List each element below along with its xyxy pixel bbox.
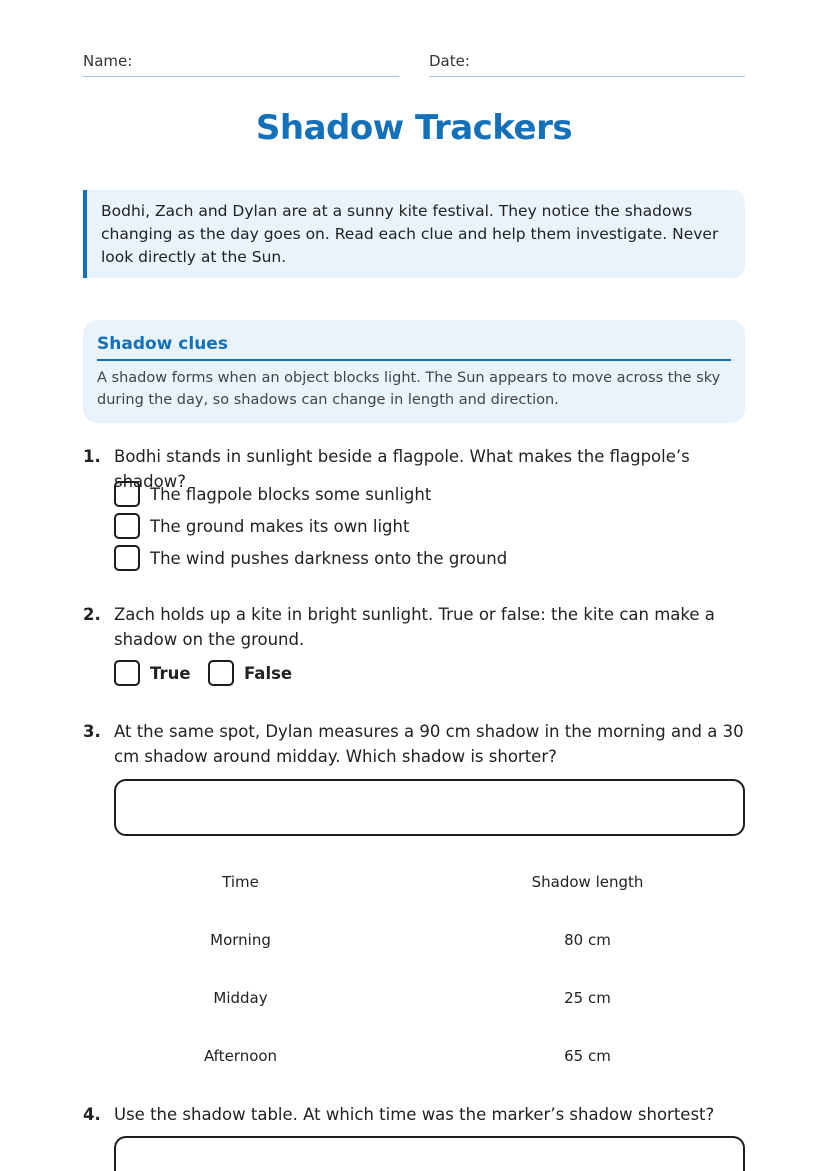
table-header-length: Shadow length bbox=[531, 873, 644, 891]
table-cell-time: Morning bbox=[210, 931, 271, 949]
date-field[interactable] bbox=[429, 52, 470, 70]
option-label: The ground makes its own light bbox=[150, 516, 410, 536]
table-cell-length: 65 cm bbox=[564, 1047, 611, 1065]
checkbox[interactable] bbox=[114, 545, 140, 571]
question-number: 2. bbox=[83, 605, 101, 624]
table-cell-length: 25 cm bbox=[564, 989, 611, 1007]
shadow-clues-panel bbox=[83, 320, 745, 423]
clues-title: Shadow clues bbox=[97, 334, 731, 361]
q1-option-1[interactable] bbox=[114, 481, 431, 507]
q4-answer-box[interactable] bbox=[114, 1136, 745, 1171]
checkbox[interactable] bbox=[208, 660, 234, 686]
shadow-table bbox=[114, 853, 745, 1085]
question-text: Use the shadow table. At which time was the marker’s shadow shortest? bbox=[114, 1105, 715, 1124]
table-row bbox=[114, 1027, 745, 1085]
question-3 bbox=[83, 719, 745, 769]
table-row bbox=[114, 969, 745, 1027]
checkbox[interactable] bbox=[114, 481, 140, 507]
q1-option-3[interactable] bbox=[114, 545, 507, 571]
option-label: The wind pushes darkness onto the ground bbox=[150, 548, 508, 568]
table-header-time: Time bbox=[222, 873, 259, 891]
name-field[interactable] bbox=[83, 52, 132, 70]
table-row bbox=[114, 911, 745, 969]
clues-body: A shadow forms when an object blocks light. The Sun appears to move across the sky during the day, so shadows can change in length and direction. bbox=[97, 370, 721, 408]
option-label: True bbox=[150, 663, 191, 683]
name-line[interactable] bbox=[83, 76, 399, 77]
q1-option-2[interactable] bbox=[114, 513, 409, 539]
name-label: Name: bbox=[83, 52, 133, 70]
table-cell-length: 80 cm bbox=[564, 931, 611, 949]
table-cell-time: Afternoon bbox=[203, 1047, 278, 1065]
question-number: 3. bbox=[83, 722, 101, 741]
intro-panel bbox=[83, 190, 745, 278]
question-text: At the same spot, Dylan measures a 90 cm shadow in the morning and a 30 cm shadow around midday. Which shadow is shorter? bbox=[114, 722, 744, 766]
question-4 bbox=[83, 1102, 745, 1127]
q2-option-false[interactable] bbox=[208, 660, 292, 686]
q2-option-true[interactable] bbox=[114, 660, 191, 686]
table-cell-time: Midday bbox=[213, 989, 268, 1007]
page-title: Shadow Trackers bbox=[255, 108, 573, 148]
date-label: Date: bbox=[429, 52, 470, 70]
question-text: Zach holds up a kite in bright sunlight. True or false: the kite can make a shadow on the ground. bbox=[114, 605, 715, 649]
checkbox[interactable] bbox=[114, 660, 140, 686]
option-label: False bbox=[244, 663, 293, 683]
date-line[interactable] bbox=[429, 76, 745, 77]
question-number: 1. bbox=[83, 447, 101, 466]
intro-text: Bodhi, Zach and Dylan are at a sunny kite festival. They notice the shadows changing as the day goes on. Read each clue and help them investigate. Never look directly at the Sun. bbox=[101, 202, 719, 266]
option-label: The flagpole blocks some sunlight bbox=[150, 484, 432, 504]
question-number: 4. bbox=[83, 1105, 101, 1124]
checkbox[interactable] bbox=[114, 513, 140, 539]
question-2 bbox=[83, 602, 745, 652]
q3-answer-box[interactable] bbox=[114, 779, 745, 836]
table-header-row bbox=[114, 853, 745, 911]
question-text: Bodhi stands in sunlight beside a flagpole. What makes the flagpole’s shadow? bbox=[114, 447, 690, 491]
